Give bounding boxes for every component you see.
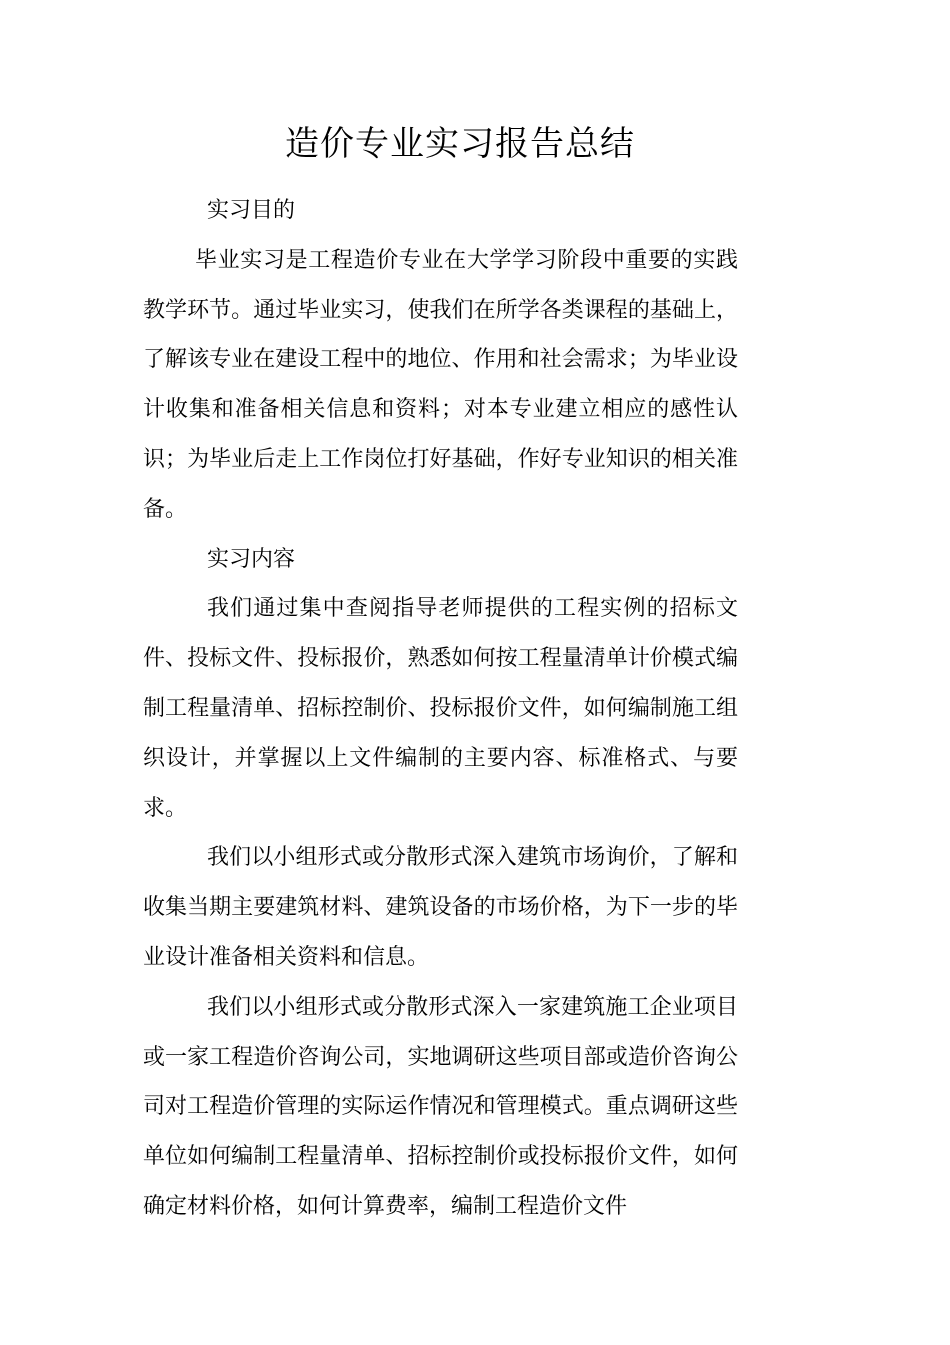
section-heading-content: 实习内容 [207,546,296,572]
section-heading-purpose: 实习目的 [207,198,296,223]
paragraph-purpose: 毕业实习是工程造价专业在大学学习阶段中重要的实践教学环节。通过毕业实习，使我们在所学各类课程的基础上，了解该专业在建设工程中的地位、作用和社会需求；为毕业设计收集和准备相关信息和资料；对本专业建立相应的感性认识；为毕业后走上工作岗位打好基础，作好专业知识的相关准备。 [143,247,738,522]
document-title: 造价专业实习报告总结 [285,124,635,164]
paragraph-content-2: 我们以小组形式或分散形式深入建筑市场询价，了解和收集当期主要建筑材料、建筑设备的市场价格，为下一步的毕业设计准备相关资料和信息。 [143,845,738,970]
document-body [143,186,738,1232]
paragraph-content-1: 我们通过集中查阅指导老师提供的工程实例的招标文件、投标文件、投标报价，熟悉如何按工程量清单计价模式编制工程量清单、招标控制价、投标报价文件，如何编制施工组织设计，并掌握以上文件编制的主要内容、标准格式、与要求。 [143,596,738,821]
paragraph-content-3: 我们以小组形式或分散形式深入一家建筑施工企业项目或一家工程造价咨询公司，实地调研这些项目部或造价咨询公司对工程造价管理的实际运作情况和管理模式。重点调研这些单位如何编制工程量清单、招标控制价或投标报价文件，如何确定材料价格，如何计算费率，编制工程造价文件 [143,994,738,1219]
